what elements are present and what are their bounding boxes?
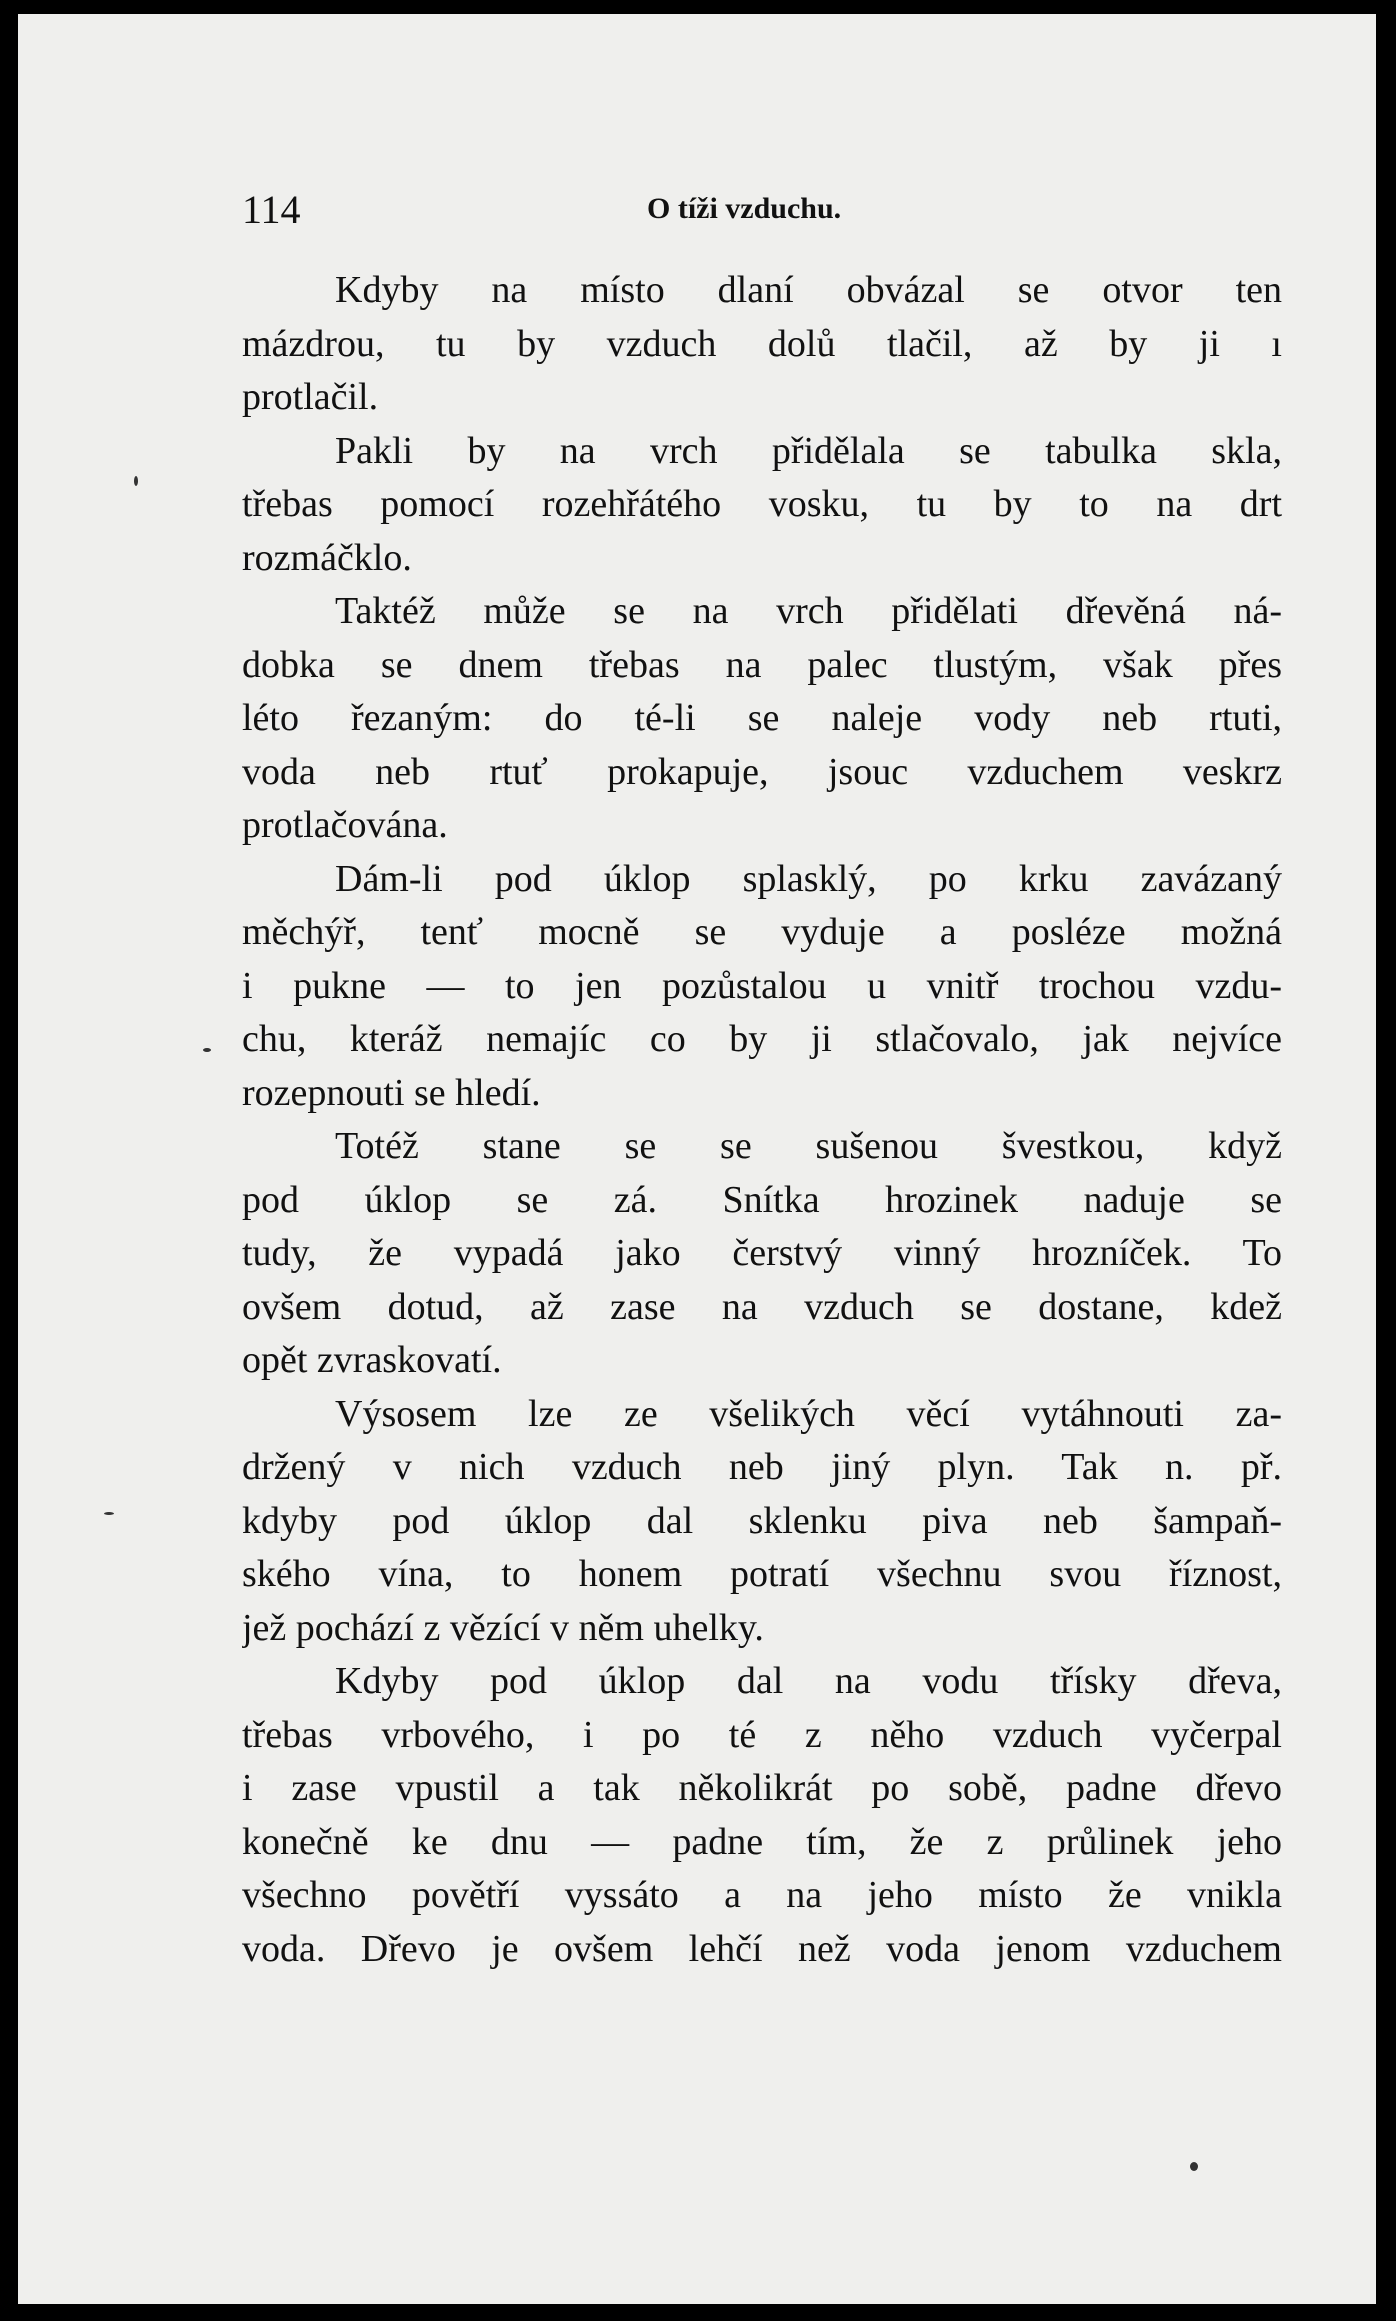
paragraph-3 [242,585,1282,853]
text-line: mázdrou, tu by vzduch dolů tlačil, až by ji ı [242,322,1282,365]
text-line: ovšem dotud, až zase na vzduch se dostane, kdež [242,1285,1282,1328]
text-line: Taktéž může se na vrch přidělati dřevěná ná- [335,590,1282,632]
text-line: Pakli by na vrch přidělala se tabulka skla, [335,429,1282,472]
text-line: léto řezaným: do té-li se naleje vody neb rtuti, [242,697,1282,739]
text-line: všechno povětří vyssáto a na jeho místo že vnikla [242,1874,1282,1916]
text-line: i pukne — to jen pozůstalou u vnitř trochou vzdu- [242,964,1282,1007]
text-line: dobka se dnem třebas na palec tlustým, však přes [242,643,1282,686]
text-line: jež pochází z vězící v něm uhelky. [242,1606,764,1649]
print-speck [134,476,138,486]
paragraph-5 [242,1120,1282,1388]
paragraph-7 [242,1655,1282,1976]
running-head: O tíži vzduchu. [647,192,842,225]
print-speck [104,1512,114,1515]
text-line: opět zvraskovatí. [242,1339,502,1381]
text-line: i zase vpustil a tak několikrát po sobě, padne dřevo [242,1767,1282,1809]
text-line: třebas pomocí rozehřátého vosku, tu by to na drt [242,483,1282,525]
text-line: Kdyby na místo dlaní obvázal se otvor ten [335,269,1282,311]
text-line: voda. Dřevo je ovšem lehčí než voda jenom vzduchem [242,1927,1282,1970]
text-line: ského vína, to honem potratí všechnu svou říznost, [242,1553,1282,1595]
book-page [18,14,1376,2304]
page-header [242,182,1282,242]
text-line: tudy, že vypadá jako čerstvý vinný hrozníček. To [242,1232,1282,1274]
text-line: rozmáčklo. [242,536,412,579]
print-speck [203,1048,211,1052]
paragraph-2 [242,425,1282,586]
print-speck [1190,2162,1198,2171]
text-line: Výsosem lze ze všelikých věcí vytáhnouti za- [335,1392,1282,1435]
paragraph-1 [242,264,1282,425]
text-line: protlačována. [242,804,448,846]
text-line: rozepnouti se hledí. [242,1071,541,1114]
text-line: protlačil. [242,376,379,418]
text-line: kdyby pod úklop dal sklenku piva neb šampaň- [242,1499,1282,1542]
text-line: držený v nich vzduch neb jiný plyn. Tak n. př. [242,1446,1282,1488]
text-line: měchýř, tenť mocně se vyduje a posléze možná [242,911,1282,953]
paragraph-4 [242,853,1282,1121]
paragraph-6 [242,1388,1282,1656]
text-line: Totéž stane se se sušenou švestkou, když [335,1125,1282,1167]
text-line: voda neb rtuť prokapuje, jsouc vzduchem veskrz [242,750,1282,793]
body-text [242,264,1282,1976]
page-number: 114 [242,187,301,232]
text-line: pod úklop se zá. Snítka hrozinek naduje se [242,1178,1282,1221]
text-line: Dám-li pod úklop splasklý, po krku zavázaný [335,857,1282,900]
text-line: Kdyby pod úklop dal na vodu třísky dřeva, [335,1660,1282,1702]
text-line: konečně ke dnu — padne tím, že z průlinek jeho [242,1820,1282,1863]
text-line: třebas vrbového, i po té z něho vzduch vyčerpal [242,1713,1282,1756]
text-line: chu, kteráž nemajíc co by ji stlačovalo, jak nejvíce [242,1018,1282,1060]
